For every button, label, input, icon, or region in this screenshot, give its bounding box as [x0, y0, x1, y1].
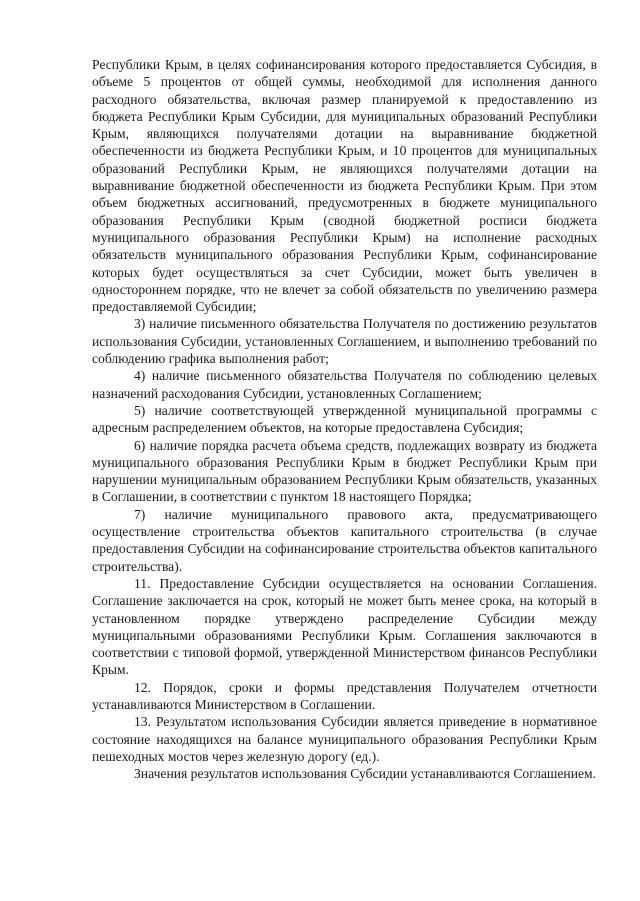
- document-body: [92, 56, 597, 782]
- paragraph-clause-13: 13. Результатом использования Субсидии является приведение в нормативное состояние находящихся на балансе муниципального образования Республики Крым пешеходных мостов через железную дорогу (ед.).: [92, 714, 597, 764]
- paragraph-item-6: 6) наличие порядка расчета объема средств, подлежащих возврату из бюджета муниципального образования Республики Крым в бюджет Республики Крым при нарушении муниципальным образованием Республики Крым обязательств, указанных в Соглашении, в соответствии с пунктом 18 настоящего Порядка;: [92, 437, 597, 505]
- paragraph-result-values: Значения результатов использования Субсидии устанавливаются Соглашением.: [134, 766, 596, 782]
- paragraph-item-5: 5) наличие соответствующей утвержденной муниципальной программы с адресным распределением объектов, на которые предоставлена Субсидия;: [92, 402, 597, 436]
- paragraph-continuation: Республики Крым, в целях софинансирования которого предоставляется Субсидия, в объеме 5 процентов от общей суммы, необходимой для исполнения данного расходного обязательства, включая размер планируемой к предоставлению из бюджета Республики Крым Субсидии, для муниципальных образований Республики Крым, являющихся получателями дотации на выравнивание бюджетной обеспеченности из бюджета Республики Крым, и 10 процентов для муниципальных образований Республики Крым, не являющихся получателями дотации на выравнивание бюджетной обеспеченности из бюджета Республики Крым. При этом объем бюджетных ассигнований, предусмотренных в бюджете муниципального образования Республики Крым (сводной бюджетной росписи бюджета муниципального образования Республики Крым) на исполнение расходных обязательств муниципального образования Республики Крым, софинансирование которых будет осуществляться за счет Субсидии, может быть увеличен в одностороннем порядке, что не влечет за собой обязательств по увеличению размера предоставляемой Субсидии;: [92, 57, 597, 315]
- paragraph-clause-12: 12. Порядок, сроки и формы представления Получателем отчетности устанавливаются Министерством в Соглашении.: [92, 679, 597, 712]
- paragraph-item-7: 7) наличие муниципального правового акта, предусматривающего осуществление строительства объектов капитального строительства (в случае предоставления Субсидии на софинансирование строительства объектов капитального строительства).: [92, 506, 597, 574]
- paragraph-item-4: 4) наличие письменного обязательства Получателя по соблюдению целевых назначений расходования Субсидии, установленных Соглашением;: [92, 368, 597, 401]
- paragraph-item-3: 3) наличие письменного обязательства Получателя по достижению результатов использования Субсидии, установленных Соглашением, и выполнению требований по соблюдению графика выполнения работ;: [92, 316, 597, 367]
- paragraph-clause-11: 11. Предоставление Субсидии осуществляется на основании Соглашения. Соглашение заключается на срок, который не может быть менее срока, на который в установленном порядке утверждено распределение Субсидии между муниципальными образованиями Республики Крым. Соглашения заключаются в соответствии с типовой формой, утвержденной Министерством финансов Республики Крым.: [92, 575, 597, 678]
